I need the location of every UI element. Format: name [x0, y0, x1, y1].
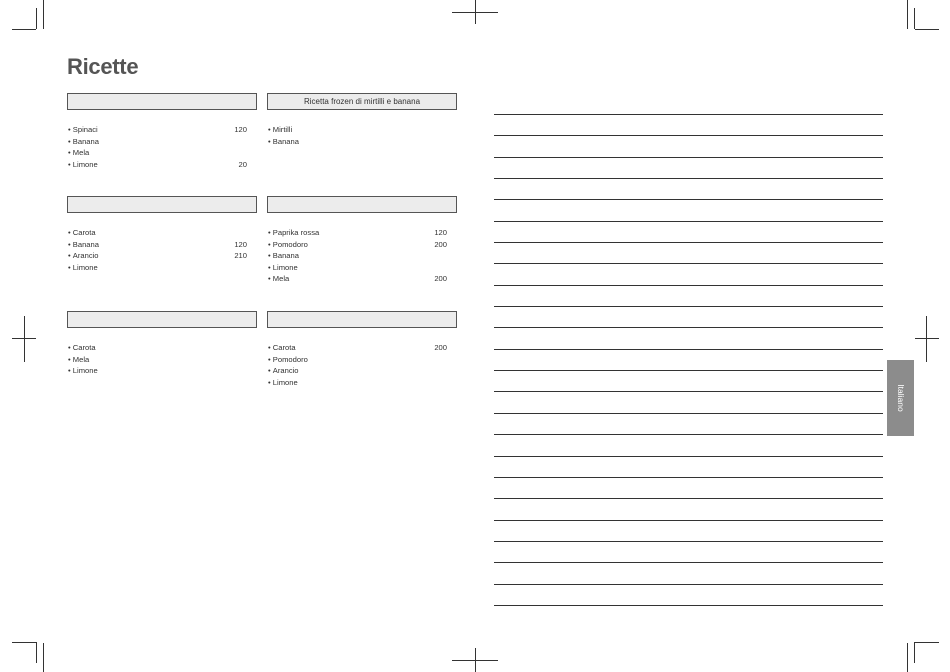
language-tab [887, 360, 914, 436]
language-tab-label: Italiano [895, 384, 906, 412]
ingredient-list [267, 124, 447, 147]
note-line [494, 199, 883, 220]
recipe-card [67, 196, 257, 272]
ingredient-row [267, 365, 447, 377]
note-line [494, 178, 883, 199]
recipe-title [67, 311, 257, 328]
note-line [494, 477, 883, 498]
recipe-card [267, 93, 457, 146]
ingredient-row [67, 342, 247, 354]
ingredient-name: • Arancio [68, 250, 99, 262]
note-line [494, 498, 883, 519]
ingredient-row [267, 354, 447, 366]
ingredient-name: • Pomodoro [268, 354, 308, 366]
note-line [494, 135, 883, 156]
recipe-title [67, 93, 257, 110]
ingredient-list [67, 227, 247, 273]
ingredient-quantity: 200 [434, 343, 447, 352]
ingredient-row [267, 262, 447, 274]
note-line [494, 413, 883, 434]
recipe-card [267, 311, 457, 387]
note-line [494, 306, 883, 327]
ingredient-name: • Carota [68, 342, 96, 354]
note-line [494, 391, 883, 412]
ingredient-row [67, 250, 247, 262]
ingredient-row [67, 227, 247, 239]
ingredient-name: • Limone [68, 365, 98, 377]
ingredient-row [67, 159, 247, 171]
ingredient-name: • Banana [68, 239, 99, 251]
note-line [494, 434, 883, 455]
recipe-card [267, 196, 457, 284]
recipe-title [267, 196, 457, 213]
ingredient-quantity: 200 [434, 239, 447, 249]
ingredient-quantity: 120 [234, 239, 247, 249]
ingredient-row [267, 227, 447, 239]
ingredient-list [267, 227, 447, 285]
ingredient-row [67, 147, 247, 159]
ingredient-name: • Arancio [268, 365, 299, 377]
ingredient-row [267, 273, 447, 285]
ingredient-list [267, 342, 447, 388]
recipe-card [67, 311, 257, 376]
ingredient-name: • Limone [268, 377, 298, 389]
ingredient-row [267, 342, 447, 354]
recipe-card [67, 93, 257, 169]
note-line [494, 263, 883, 284]
recipe-title [267, 311, 457, 328]
ingredient-name: • Banana [268, 250, 299, 262]
ingredient-row [267, 136, 447, 148]
ingredient-row [267, 124, 447, 136]
ingredient-list [67, 342, 247, 377]
ingredient-name: • Carota [68, 227, 96, 239]
ingredient-name: • Banana [268, 136, 299, 148]
ingredient-name: • Carota [268, 342, 296, 354]
note-line [494, 370, 883, 391]
note-lines [494, 114, 883, 626]
ingredient-quantity: 200 [434, 274, 447, 284]
note-line [494, 285, 883, 306]
ingredient-name: • Mela [268, 273, 289, 285]
ingredient-name: • Mirtilli [268, 124, 292, 136]
ingredient-quantity: 210 [234, 251, 247, 261]
recipe-title: Ricetta frozen di mirtilli e banana [267, 93, 457, 110]
ingredient-name: • Limone [68, 159, 98, 171]
ingredient-name: • Paprika rossa [268, 227, 319, 239]
note-line [494, 605, 883, 626]
note-line [494, 114, 883, 135]
recipe-title [67, 196, 257, 213]
ingredient-row [267, 377, 447, 389]
ingredient-quantity: 120 [234, 125, 247, 134]
ingredient-name: • Mela [68, 147, 89, 159]
note-line [494, 327, 883, 348]
ingredient-name: • Mela [68, 354, 89, 366]
ingredient-row [267, 239, 447, 251]
ingredient-row [67, 365, 247, 377]
note-line [494, 520, 883, 541]
ingredient-row [67, 136, 247, 148]
ingredient-name: • Pomodoro [268, 239, 308, 251]
note-line [494, 562, 883, 583]
ingredient-name: • Banana [68, 136, 99, 148]
ingredient-row [67, 124, 247, 136]
ingredient-list [67, 124, 247, 170]
note-line [494, 221, 883, 242]
note-line [494, 349, 883, 370]
note-line [494, 541, 883, 562]
page-title: Ricette [67, 54, 139, 79]
note-line [494, 242, 883, 263]
note-line [494, 157, 883, 178]
ingredient-row [67, 354, 247, 366]
ingredient-row [67, 262, 247, 274]
ingredient-quantity: 120 [434, 228, 447, 237]
ingredient-quantity: 20 [238, 159, 247, 169]
ingredient-name: • Spinaci [68, 124, 98, 136]
ingredient-name: • Limone [268, 262, 298, 274]
note-line [494, 584, 883, 605]
note-line [494, 456, 883, 477]
ingredient-name: • Limone [68, 262, 98, 274]
ingredient-row [67, 239, 247, 251]
ingredient-row [267, 250, 447, 262]
